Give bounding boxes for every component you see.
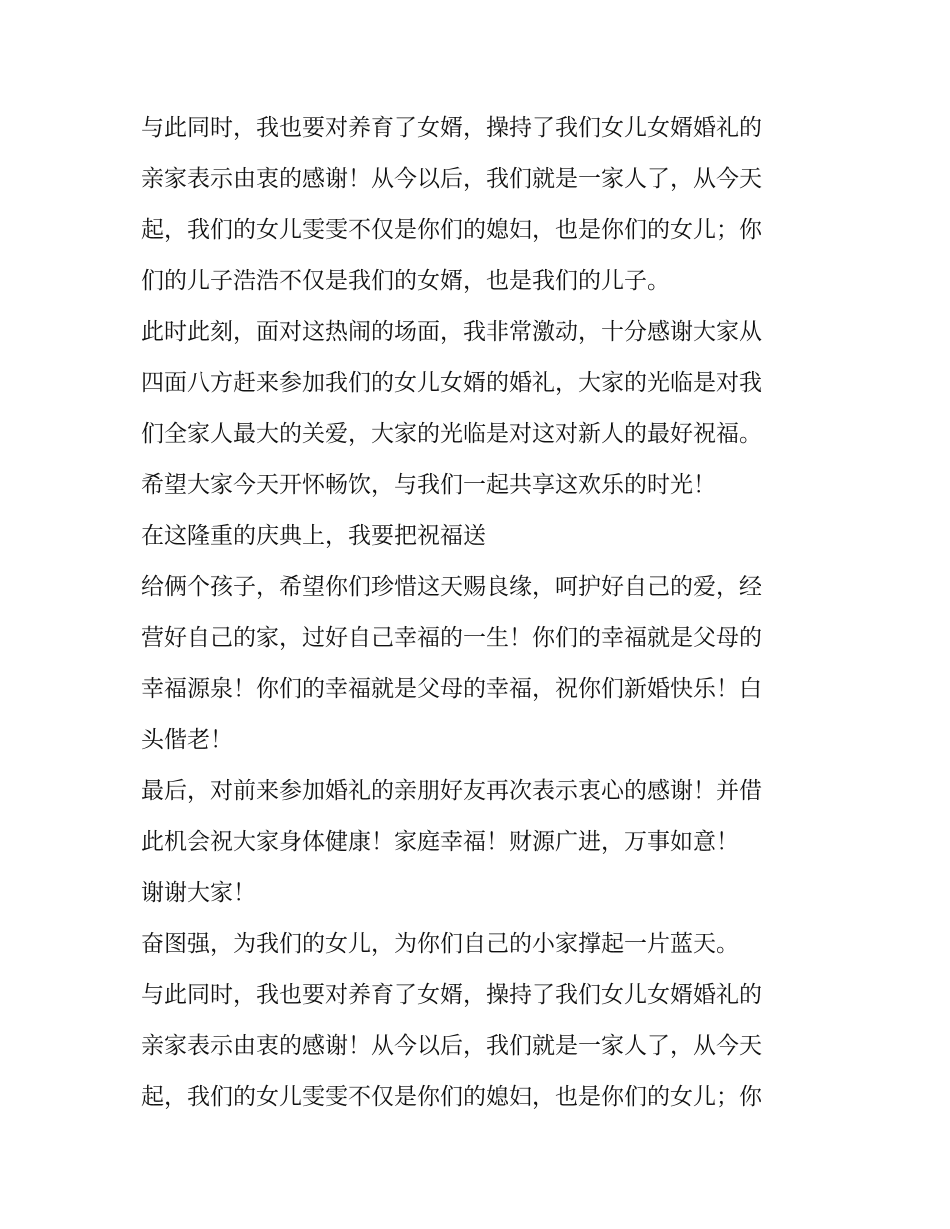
text-line: 给俩个孩子，希望你们珍惜这天赐良缘，呵护好自己的爱，经 xyxy=(141,574,762,600)
text-line: 起，我们的女儿雯雯不仅是你们的媳妇，也是你们的女儿；你 xyxy=(141,1084,762,1110)
text-line: 亲家表示由衷的感谢！从今以后，我们就是一家人了，从今天 xyxy=(141,1033,762,1059)
text-line: 最后，对前来参加婚礼的亲朋好友再次表示衷心的感谢！并借 xyxy=(141,778,762,804)
text-line: 此机会祝大家身体健康！家庭幸福！财源广进，万事如意！ xyxy=(141,829,739,855)
text-line: 们全家人最大的关爱，大家的光临是对这对新人的最好祝福。 xyxy=(141,421,762,447)
text-line: 们的儿子浩浩不仅是我们的女婿，也是我们的儿子。 xyxy=(141,268,670,294)
text-line: 奋图强，为我们的女儿，为你们自己的小家撑起一片蓝天。 xyxy=(141,931,739,957)
text-line: 营好自己的家，过好自己幸福的一生！你们的幸福就是父母的 xyxy=(141,625,762,651)
text-line: 此时此刻，面对这热闹的场面，我非常激动，十分感谢大家从 xyxy=(141,319,762,345)
text-line: 在这隆重的庆典上，我要把祝福送 xyxy=(141,523,486,549)
text-line: 与此同时，我也要对养育了女婿，操持了我们女儿女婿婚礼的 xyxy=(141,115,762,141)
text-line: 头偕老！ xyxy=(141,727,233,753)
document-body xyxy=(141,103,821,1123)
text-line: 起，我们的女儿雯雯不仅是你们的媳妇，也是你们的女儿；你 xyxy=(141,217,762,243)
text-line: 与此同时，我也要对养育了女婿，操持了我们女儿女婿婚礼的 xyxy=(141,982,762,1008)
text-line: 幸福源泉！你们的幸福就是父母的幸福，祝你们新婚快乐！白 xyxy=(141,676,762,702)
text-line: 四面八方赶来参加我们的女儿女婿的婚礼，大家的光临是对我 xyxy=(141,370,762,396)
text-line: 亲家表示由衷的感谢！从今以后，我们就是一家人了，从今天 xyxy=(141,166,762,192)
text-line: 希望大家今天开怀畅饮，与我们一起共享这欢乐的时光！ xyxy=(141,472,716,498)
text-line: 谢谢大家！ xyxy=(141,880,256,906)
